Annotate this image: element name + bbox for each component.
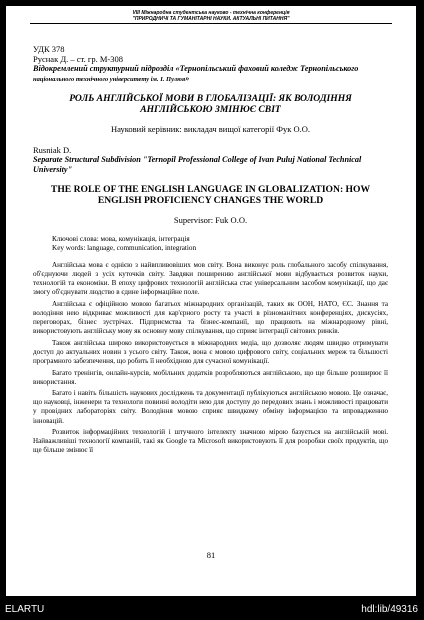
keywords-en: Key words: language, communication, integration [52,244,197,252]
paragraph: Багато і навіть більшість наукових досліджень та документації публікуються англійською мовою. Це означає, що науковці, інженери та технологи повинні володіти нею для доступу до передових знань і можливості працювати у провідних лабораторіях світу. Володіння мовою сприяє швидкому обміну інформацією та впровадженню інновацій. [33,389,388,425]
conference-header-line1: VIII Міжнародна студентська науково - технічна конференція [132,10,290,16]
conference-header [6,10,416,22]
supervisor-en: Supervisor: Fuk O.O. [173,215,248,225]
paragraph: Також англійська широко використовується в міжнародних медіа, що дозволяє людям швидко отримувати доступ до актуальних новин з усього світу. Також, вона є мовою цифрового світу, соціальних мереж та більшості програмного забезпечення, що робить її необхідною для сучасної комунікації. [33,338,388,365]
affiliation-ua-main: Відокремлений структурний підрозділ «Тернопільський фаховий коледж Тернопільського [33,64,359,73]
conference-header-line2: "ПРИРОДНИЧІ ТА ГУМАНІТАРНІ НАУКИ. АКТУАЛЬНІ ПИТАННЯ" [132,16,290,22]
title-ua: РОЛЬ АНГЛІЙСЬКОЇ МОВИ В ГЛОБАЛІЗАЦІЇ: ЯК ВОЛОДІННЯ АНГЛІЙСЬКОЮ ЗМІНЮЄ СВІТ [69,93,352,115]
handle-identifier: hdl:lib/49316 [361,604,418,615]
supervisor-ua: Науковий керівник: викладач вищої категорії Фук О.О. [110,124,311,134]
udk-code: УДК 378 [33,44,65,54]
keywords [33,235,388,253]
author-ua: Руснак Д. – ст. гр. М-308 [33,54,123,64]
affiliation-en: Separate Structural Subdivision "Ternopil Professional College of Ivan Puluj National Technical University" [33,155,362,174]
paragraph: Англійська є офіційною мовою багатьох міжнародних організацій, таких як ООН, НАТО, ЄС. Знання та володіння нею відкриває можливості для кар'єрного росту та участі в різноманітних конференціях, дискусіях, переговорах, бізнес зустрічах. Підприємства та бізнес-компанії, що працюють на міжнародному рівні, використовують англійську мову як основну мову спілкування, що сприяє інтеграції світових ринків. [33,299,388,336]
article-body [33,261,388,455]
affiliation-ua-end: » [185,74,190,83]
keywords-ua: Ключові слова: мова, комунікація, інтеграція [52,235,190,243]
author-en: Rusniak D. [33,145,72,155]
document-page [6,6,416,596]
header-divider [30,23,392,24]
title-en: THE ROLE OF THE ENGLISH LANGUAGE IN GLOBALIZATION: HOW ENGLISH PROFICIENCY CHANGES THE WORLD [50,184,371,206]
affiliation-ua [33,64,388,85]
paragraph: Багато тренінгів, онлайн-курсів, мобільних додатків розробляються англійською, що ще більше розширює її використання. [33,368,388,386]
affiliation-ua-small: національного технічного університету ім. І. Пулюя [33,76,186,83]
repository-footer [0,600,424,620]
page-number: 81 [206,550,216,560]
article-content [33,44,388,458]
paragraph: Англійська мова є однією з найвпливовіших мов світу. Вона виконує роль глобального засобу спілкування, об'єднуючи людей з усіх куточків світу. Завдяки поширенню англійської мови відбувається розвиток науки, технологій та економіки. В епоху цифрових технологій англійська стає універсальним засобом комунікації, що дає змогу об'єднувати людство в єдине інформаційне поле. [33,261,388,297]
paragraph: Розвиток інформаційних технологій і штучного інтелекту значною мірою базується на англійській мові. Найважливіші технології компаній, такі як Google та Microsoft використовують її для розробки своїх продуктів, що ще більше змінює її [33,428,388,455]
repository-name: ELARTU [5,604,45,615]
